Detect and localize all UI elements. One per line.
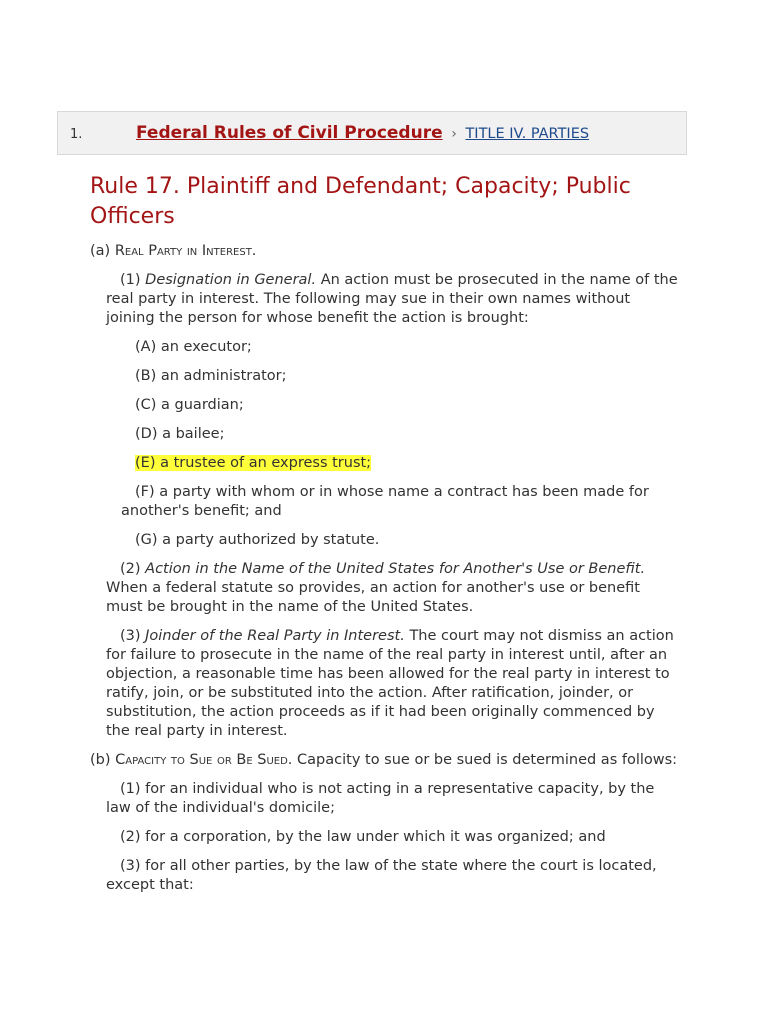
- list-item-highlighted: [121, 454, 680, 473]
- section-a: [90, 242, 680, 261]
- breadcrumb-separator: ›: [451, 126, 457, 142]
- breadcrumb: [57, 111, 687, 155]
- list-item: (G) a party authorized by statute.: [135, 532, 380, 548]
- section-a1-num: (1): [120, 272, 141, 288]
- section-a1-heading: Designation in General.: [145, 272, 317, 288]
- breadcrumb-line: [136, 124, 589, 144]
- page-title: Rule 17. Plaintiff and Defendant; Capacity; Public Officers: [90, 174, 631, 229]
- section-b3: (3) for all other parties, by the law of the state where the court is located, except that:: [106, 858, 657, 893]
- section-b: [90, 751, 680, 770]
- list-item: (C) a guardian;: [135, 397, 244, 413]
- list-item: (F) a party with whom or in whose name a contract has been made for another's benefit; and: [121, 484, 649, 519]
- list-item: (B) an administrator;: [135, 368, 287, 384]
- section-b2: (2) for a corporation, by the law under which it was organized; and: [120, 829, 606, 845]
- section-a3-num: (3): [120, 628, 141, 644]
- section-a1-text: An action must be prosecuted in the name of the real party in interest. The following may sue in their own names without joining the person for whose benefit the action is brought:: [106, 272, 678, 326]
- list-item: (D) a bailee;: [135, 426, 225, 442]
- section-a3-heading: Joinder of the Real Party in Interest.: [145, 628, 405, 644]
- section-a-heading: Real Party in Interest.: [114, 243, 257, 259]
- breadcrumb-link-title-iv[interactable]: TITLE IV. PARTIES: [465, 126, 590, 142]
- highlighted-text: (E) a trustee of an express trust;: [135, 455, 372, 471]
- section-b-heading: Capacity to Sue or Be Sued.: [115, 752, 293, 768]
- list-item: (A) an executor;: [135, 339, 252, 355]
- section-b-text: Capacity to sue or be sued is determined as follows:: [297, 752, 678, 768]
- section-a2-heading: Action in the Name of the United States for Another's Use or Benefit.: [145, 561, 646, 577]
- section-b1: (1) for an individual who is not acting in a representative capacity, by the law of the individual's domicile;: [106, 781, 655, 816]
- rule-content: [90, 172, 680, 905]
- section-a2: [106, 560, 680, 617]
- section-a3-text: The court may not dismiss an action for failure to prosecute in the name of the real party in interest until, after an objection, a reasonable time has been allowed for the real party in interest to ratify, join, or be substituted into the action. After ratification, joinder, or substitution, the action proceeds as if it had been originally commenced by the real party in interest.: [106, 628, 674, 739]
- breadcrumb-number: 1.: [70, 127, 83, 142]
- section-a-label: (a): [90, 243, 111, 259]
- section-a1: [106, 271, 680, 328]
- breadcrumb-link-frcp[interactable]: Federal Rules of Civil Procedure: [136, 123, 443, 143]
- section-a2-text: When a federal statute so provides, an action for another's use or benefit must be brought in the name of the United States.: [106, 580, 640, 615]
- section-a3: [106, 627, 680, 741]
- section-b-label: (b): [90, 752, 111, 768]
- section-a2-num: (2): [120, 561, 141, 577]
